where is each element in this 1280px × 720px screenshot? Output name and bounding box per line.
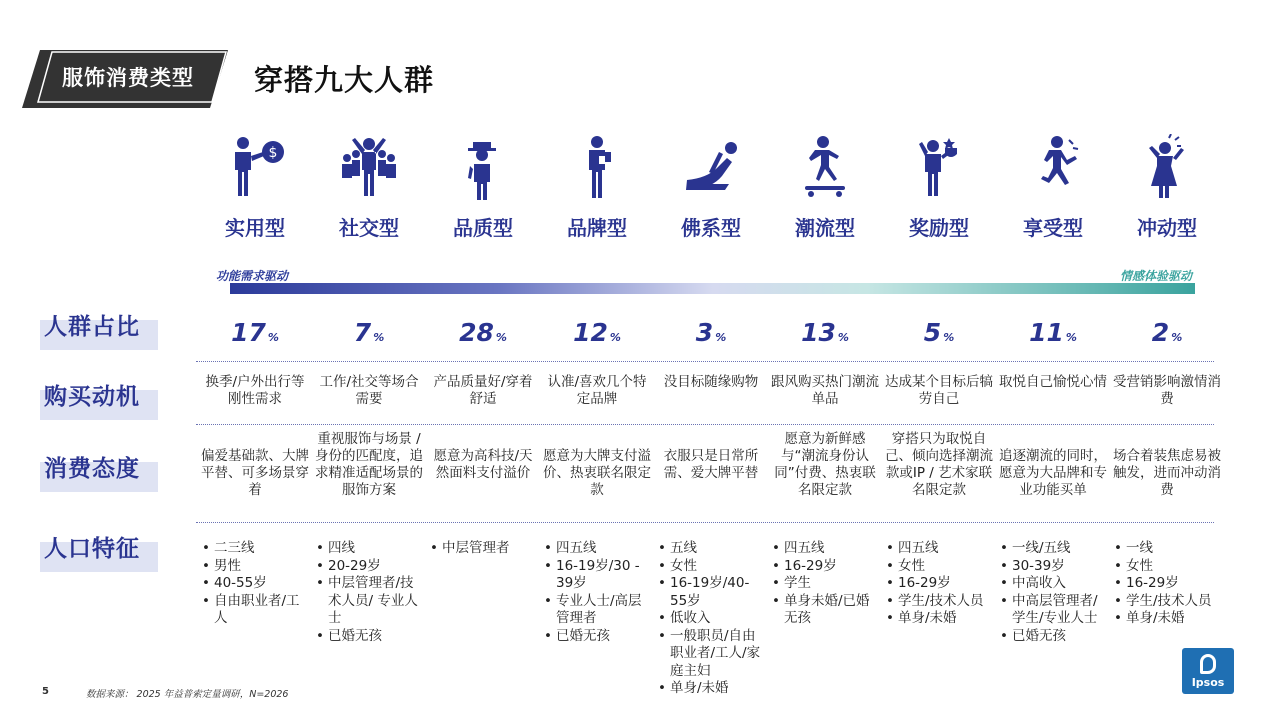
ipsos-logo: Ipsos bbox=[1182, 648, 1234, 694]
segment-demographics bbox=[658, 540, 762, 698]
demographic-item: • 单身/未婚 bbox=[1114, 610, 1218, 628]
demographic-item: • 一线 bbox=[1114, 540, 1218, 558]
share-value: 13 bbox=[801, 318, 836, 347]
share-unit: % bbox=[609, 331, 621, 344]
person-reclining-icon bbox=[679, 134, 743, 200]
segment-name: 品牌型 bbox=[567, 216, 627, 240]
share-value: 5 bbox=[923, 318, 942, 347]
skateboarder-icon bbox=[793, 134, 857, 200]
segment-demographics bbox=[544, 540, 648, 645]
demographic-item: • 16-29岁 bbox=[1114, 575, 1218, 593]
demographic-item: • 20-29岁 bbox=[316, 558, 420, 576]
demographic-item: • 已婚无孩 bbox=[544, 628, 648, 646]
demographic-item: • 学生/技术人员 bbox=[1114, 593, 1218, 611]
row-header-share: 人群占比 bbox=[22, 308, 158, 350]
share-value: 7 bbox=[353, 318, 372, 347]
demographic-item: • 女性 bbox=[1114, 558, 1218, 576]
row-header-attitude: 消费态度 bbox=[22, 450, 158, 492]
segment-motive: 受营销影响激情消费 bbox=[1113, 374, 1221, 407]
demographic-item: • 中层管理者/技术人员/ 专业人士 bbox=[316, 575, 420, 628]
segment-motive: 工作/社交等场合需要 bbox=[319, 374, 419, 407]
segment-share bbox=[426, 318, 540, 347]
segment-attitude: 追逐潮流的同时，愿意为大品牌和专业功能买单 bbox=[999, 448, 1107, 498]
demographic-item: • 16-19岁/30 - 39岁 bbox=[544, 558, 648, 593]
segment-motive: 没目标随缘购物 bbox=[663, 374, 759, 390]
demographic-item: • 单身/未婚 bbox=[658, 680, 762, 698]
share-unit: % bbox=[1065, 331, 1077, 344]
demographic-item: • 低收入 bbox=[658, 610, 762, 628]
segment-motive: 产品质量好/穿着舒适 bbox=[433, 374, 533, 407]
segment-demographics bbox=[772, 540, 876, 628]
segment-motive: 达成某个目标后犒劳自己 bbox=[885, 374, 993, 407]
demographic-item: • 四五线 bbox=[772, 540, 876, 558]
segment-name: 奖励型 bbox=[909, 216, 969, 240]
segment-name: 享受型 bbox=[1023, 216, 1083, 240]
row-header-demographics: 人口特征 bbox=[22, 530, 158, 572]
segment-name: 佛系型 bbox=[681, 216, 741, 240]
demographic-item: • 男性 bbox=[202, 558, 306, 576]
demographic-item: • 专业人士/高层管理者 bbox=[544, 593, 648, 628]
section-tag bbox=[22, 50, 228, 108]
share-unit: % bbox=[495, 331, 507, 344]
section-tag-label: 服饰消费类型 bbox=[62, 66, 194, 90]
segment-demographics bbox=[1000, 540, 1104, 645]
demographic-item: • 学生/技术人员 bbox=[886, 593, 990, 611]
segment-share bbox=[1110, 318, 1224, 347]
share-value: 28 bbox=[459, 318, 494, 347]
segment-attitude: 穿搭只为取悦自己、倾向选择潮流款或IP / 艺术家联名限定款 bbox=[885, 431, 993, 498]
segment-name: 品质型 bbox=[453, 216, 513, 240]
segment-attitude: 衣服只是日常所需、爱大牌平替 bbox=[663, 448, 759, 481]
share-value: 2 bbox=[1151, 318, 1170, 347]
share-unit: % bbox=[943, 331, 955, 344]
page-title: 穿搭九大人群 bbox=[254, 63, 435, 97]
share-value: 17 bbox=[231, 318, 266, 347]
demographic-item: • 中层管理者 bbox=[430, 540, 534, 558]
demographic-item: • 四线 bbox=[316, 540, 420, 558]
data-source-note: 数据来源： 2025 年益普索定量调研，N=2026 bbox=[86, 689, 289, 700]
segment-demographics bbox=[202, 540, 306, 628]
segment-attitude: 重视服饰与场景 / 身份的匹配度，追求精准适配场景的服饰方案 bbox=[315, 431, 423, 498]
demographic-item: • 二三线 bbox=[202, 540, 306, 558]
group-cheer-icon bbox=[337, 134, 401, 200]
demographic-item: • 中高层管理者/学生/专业人士 bbox=[1000, 593, 1104, 628]
segment-name: 实用型 bbox=[225, 216, 285, 240]
demographic-item: • 四五线 bbox=[544, 540, 648, 558]
person-running-icon bbox=[1021, 134, 1085, 200]
demographic-item: • 单身未婚/已婚无孩 bbox=[772, 593, 876, 628]
demographic-item: • 16-29岁 bbox=[886, 575, 990, 593]
segment-attitude: 场合着装焦虑易被触发，进而冲动消费 bbox=[1113, 448, 1221, 498]
row-divider bbox=[196, 361, 1214, 362]
segment-share bbox=[198, 318, 312, 347]
page-number: 5 bbox=[42, 686, 49, 697]
demographic-item: • 一般职员/自由职业者/工人/家庭主妇 bbox=[658, 628, 762, 681]
segment-attitude: 愿意为新鲜感与“潮流身份认同”付费、热衷联名限定款 bbox=[774, 431, 876, 498]
person-badge-icon bbox=[565, 134, 629, 200]
share-value: 12 bbox=[573, 318, 608, 347]
demographic-item: • 一线/五线 bbox=[1000, 540, 1104, 558]
axis-left-label: 功能需求驱动 bbox=[216, 269, 289, 283]
segment-name: 潮流型 bbox=[795, 216, 855, 240]
segment-demographics bbox=[886, 540, 990, 628]
segment-name: 社交型 bbox=[339, 216, 399, 240]
segment-demographics bbox=[1114, 540, 1218, 628]
person-excited-icon bbox=[1135, 134, 1199, 200]
share-unit: % bbox=[1171, 331, 1183, 344]
demographic-item: • 单身/未婚 bbox=[886, 610, 990, 628]
demographic-item: • 30-39岁 bbox=[1000, 558, 1104, 576]
demographic-item: • 女性 bbox=[886, 558, 990, 576]
segment-attitude: 偏爱基础款、大牌平替、可多场景穿着 bbox=[201, 448, 309, 498]
demographic-item: • 已婚无孩 bbox=[316, 628, 420, 646]
segment-share bbox=[312, 318, 426, 347]
demographic-item: • 16-29岁 bbox=[772, 558, 876, 576]
demographic-item: • 五线 bbox=[658, 540, 762, 558]
segment-demographics bbox=[316, 540, 420, 645]
person-trophy-icon bbox=[907, 134, 971, 200]
segment-share bbox=[654, 318, 768, 347]
person-money-icon bbox=[223, 134, 287, 200]
segment-name: 冲动型 bbox=[1137, 216, 1197, 240]
demographic-item: • 16-19岁/40-55岁 bbox=[658, 575, 762, 610]
segment-motive: 取悦自己愉悦心情 bbox=[999, 374, 1107, 390]
share-unit: % bbox=[373, 331, 385, 344]
demographic-item: • 女性 bbox=[658, 558, 762, 576]
share-unit: % bbox=[837, 331, 849, 344]
segment-motive: 换季/户外出行等刚性需求 bbox=[205, 374, 305, 407]
share-value: 3 bbox=[695, 318, 714, 347]
demographic-item: • 40-55岁 bbox=[202, 575, 306, 593]
demographic-item: • 中高收入 bbox=[1000, 575, 1104, 593]
segment-share bbox=[540, 318, 654, 347]
row-divider bbox=[196, 522, 1214, 523]
share-unit: % bbox=[267, 331, 279, 344]
segment-demographics bbox=[430, 540, 534, 558]
segment-share bbox=[996, 318, 1110, 347]
share-unit: % bbox=[715, 331, 727, 344]
segment-attitude: 愿意为大牌支付溢价、热衷联名限定款 bbox=[543, 448, 651, 498]
demographic-item: • 已婚无孩 bbox=[1000, 628, 1104, 646]
axis-right-label: 情感体验驱动 bbox=[1120, 269, 1193, 283]
share-value: 11 bbox=[1029, 318, 1064, 347]
person-hat-icon bbox=[451, 134, 515, 200]
segment-share bbox=[768, 318, 882, 347]
segment-share bbox=[882, 318, 996, 347]
segment-motive: 认准/喜欢几个特定品牌 bbox=[547, 374, 647, 407]
demographic-item: • 四五线 bbox=[886, 540, 990, 558]
segment-attitude: 愿意为高科技/天然面料支付溢价 bbox=[433, 448, 533, 481]
driver-gradient-bar bbox=[230, 283, 1195, 294]
demographic-item: • 学生 bbox=[772, 575, 876, 593]
demographic-item: • 自由职业者/工人 bbox=[202, 593, 306, 628]
svg-text:$: $ bbox=[268, 145, 278, 161]
segment-motive: 跟风购买热门潮流单品 bbox=[771, 374, 879, 407]
row-header-motive: 购买动机 bbox=[22, 378, 158, 420]
row-divider bbox=[196, 424, 1214, 425]
